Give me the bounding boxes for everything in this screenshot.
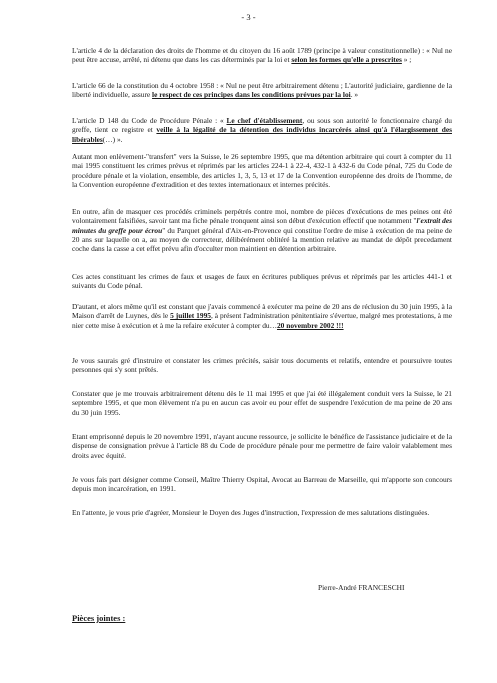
text-run: . » [350, 90, 359, 100]
emphasis-run: veille à la légalité de la détention des individus incarcérés ainsi qu'à l'élargissement des libérables [72, 125, 452, 144]
emphasis-run: 20 novembre 2002 !!! [276, 320, 344, 330]
page-number: - 3 - [241, 12, 256, 22]
paragraph-transfert: Autant mon enlèvement-"transfert" vers la Suisse, le 26 septembre 1995, que ma détention arbitraire qui court à compter du 11 mai 1995 constituent les crimes prévus et réprimés par les articles 224-1 à 22-4, 432-1 à 432-6 du Code pénal, 725 du Code de procédure pénale et la violation, ensemble, des articles 1, 3, 5, 13 et 17 de la Convention européenne des droits de l'homme, de la Convention européenne d'extradition et des textes internationaux et internes précités. [72, 152, 452, 189]
emphasis-run: le respect de ces principes dans les conditions prévues par la loi [152, 90, 351, 100]
text-run: , ou sous son autorité le fonctionnaire chargé du greffe, tient ce registre et [72, 116, 453, 135]
text-run: L'article 4 de la déclaration des droits de l'homme et du citoyen du 16 août 1789 (principe à valeur constitutionnelle) : « Nul ne peut être accuse, arrêté, ni détenu que dans les cas déterminés par la loi et [72, 46, 452, 65]
paragraph-falsification [72, 207, 452, 253]
paragraph-faux: Ces actes constituant les crimes de faux et usages de faux en écritures publiques prévus et réprimés par les articles 441-1 et suivants du Code pénal. [72, 272, 452, 291]
paragraph-assistance: Etant emprisonné depuis le 20 novembre 1991, n'ayant aucune ressource, je sollicite le bénéfice de l'assistance judiciaire et de la dispense de consignation prévue à l'article 88 du Code de procédure pénale pour me permettre de faire valoir valablement mes droits avec équité. [72, 432, 452, 460]
paragraph-constater: Constater que je me trouvais arbitrairement détenu dès le 11 mai 1995 et que j'ai été illégalement conduit vers la Suisse, le 21 septembre 1995, et que mon élèvement n'a pu en aucun cas avoir eu pour effet de suspendre l'exécution de ma peine de 20 ans du 30 juin 1995. [72, 389, 452, 417]
signature: Pierre-André FRANCESCHI [318, 583, 405, 592]
text-run: L'article 66 de la constitution du 4 octobre 1958 : « Nul ne peut être arbitrairement détenu ; L'autorité judiciaire, gardienne de la liberté individuelle, assure [72, 81, 452, 100]
emphasis-run: 5 juillet 1995 [170, 311, 211, 321]
text-run: L'article D 148 du Code de Procédure Pénale : « [72, 116, 227, 125]
text-run: (…) ». [102, 134, 123, 144]
annex-title: Pièces jointes : [72, 613, 126, 623]
paragraph-instruire: Je vous saurais gré d'instruire et constater les crimes précités, saisir tous documents et relatifs, entendre et poursuivre toutes personnes qui s'y sont prêtés. [72, 356, 452, 375]
text-run: " du Parquet général d'Aix-en-Provence qui constitue l'ordre de mise à exécution de ma peine de 20 ans sur laquelle on a, au moyen de correcteur, délibérément oblitéré la mention relative au mandat de dépôt precedament coche dans la casse a cet effet prévu afin d'occulter mon maintient en détention arbitraire. [72, 225, 452, 254]
paragraph-execution [72, 302, 452, 330]
text-run: , à présent l'administration pénitentiaire s'évertue, malgré mes protestations, à me nier cette mise à exécution et à me la refaire exécuter à compter du… [72, 311, 452, 330]
emphasis-run: selon les formes qu'elle a prescrites [291, 55, 402, 65]
paragraph-salutations: En l'attente, je vous prie d'agréer, Monsieur le Doyen des Juges d'instruction, l'expression de mes salutations distinguées. [72, 508, 430, 517]
paragraph-conseil: Je vous fais part désigner comme Conseil, Maître Thierry Ospital, Avocat au Barreau de Marseille, qui m'apporte son concours depuis mon incarcération, en 1991. [72, 475, 452, 494]
emphasis-run: l'extrait des minutes du greffe pour écrou [72, 216, 452, 235]
paragraph-article-d148 [72, 116, 452, 144]
text-run: » ; [401, 55, 412, 65]
emphasis-run: Le chef d'établissement [226, 116, 303, 125]
text-run: D'autant, et alors même qu'il est constant que j'avais commencé à exécuter ma peine de 20 ans de réclusion du 30 juin 1995, à la Maison d'arrêt de Luynes, dès le [72, 302, 452, 321]
paragraph-article-66 [72, 81, 452, 100]
paragraph-article-4 [72, 46, 452, 65]
text-run: En outre, afin de masquer ces procédés criminels perpétrés contre moi, nombre de pièces d'exécutions de mes peines ont été volontairement falsifiées, savoir tant ma fiche pénale tronquent ainsi son début d'exécution effectif que notamment " [72, 207, 452, 226]
